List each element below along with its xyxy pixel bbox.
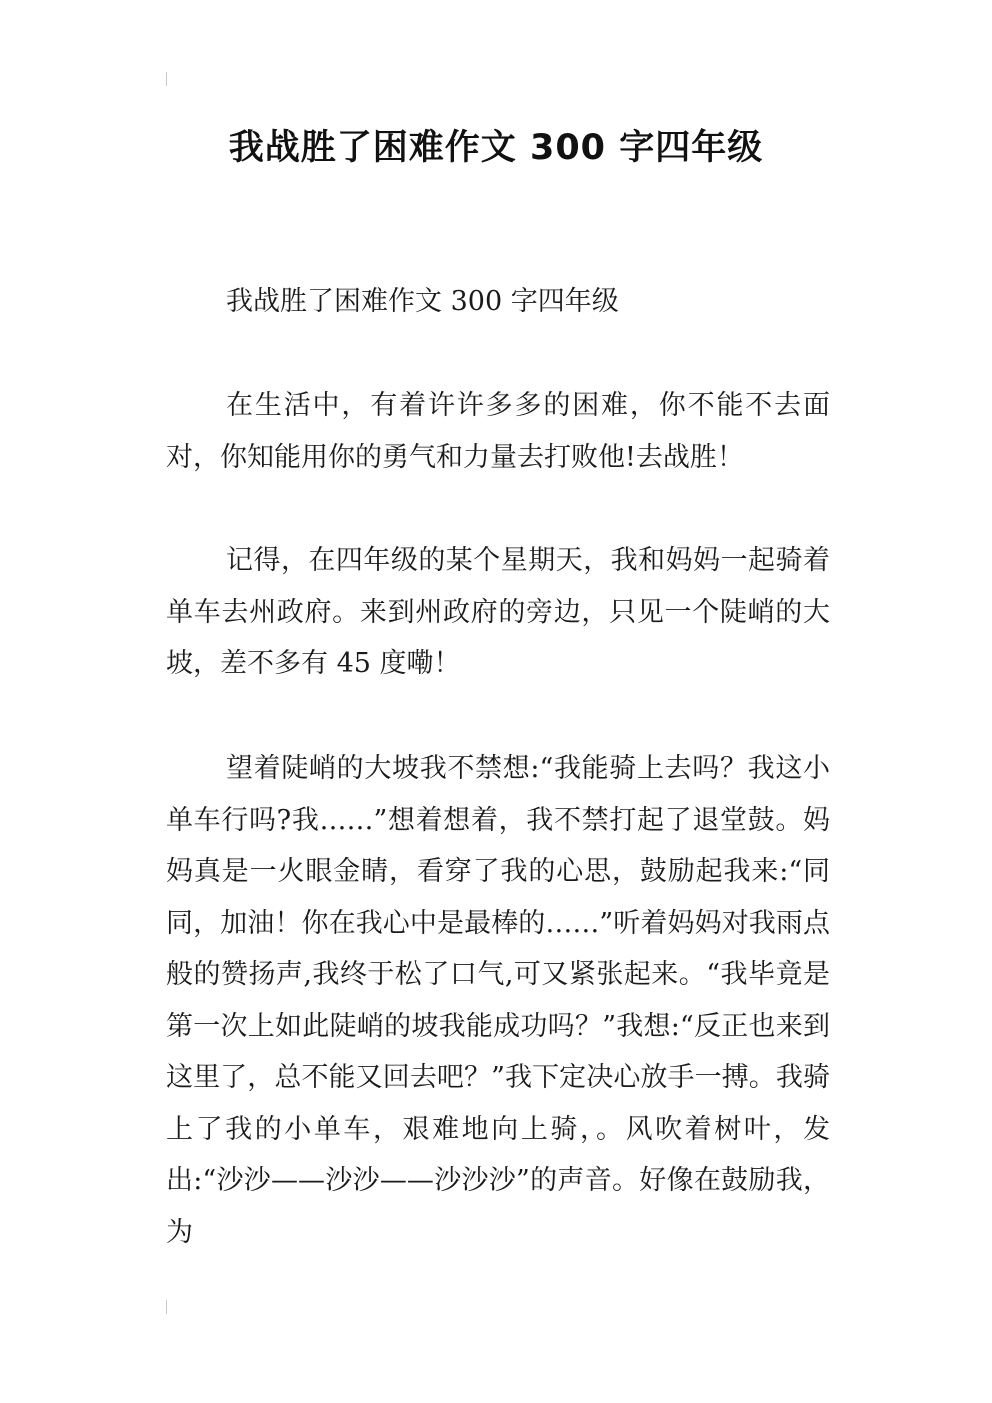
paragraph-3: 望着陡峭的大坡我不禁想:“我能骑上去吗？我这小单车行吗?我……”想着想着，我不禁打起了退堂鼓。妈妈真是一火眼金睛，看穿了我的心思，鼓励起我来:“同同，加油！你在我心中是最棒的……”听着妈妈对我雨点般的赞扬声,我终于松了口气,可又紧张起来。“我毕竟是第一次上如此陡峭的坡我能成功吗？”我想:“反正也来到这里了，总不能又回去吧？”我下定决心放手一搏。我骑上了我的小单车，艰难地向上骑，。风吹着树叶，发出:“沙沙——沙沙——沙沙沙”的声音。好像在鼓励我，为	[166, 753, 830, 1248]
page-corner-mark-bottom	[166, 1300, 167, 1314]
paragraph-2: 记得，在四年级的某个星期天，我和妈妈一起骑着单车去州政府。来到州政府的旁边，只见一个陡峭的大坡，差不多有 45 度嘞！	[166, 545, 830, 679]
page-corner-mark-top	[166, 72, 167, 86]
paragraph-1: 在生活中，有着许许多多的困难，你不能不去面对，你知能用你的勇气和力量去打败他!去战胜！	[166, 390, 830, 473]
document-subtitle: 我战胜了困难作文 300 字四年级	[226, 286, 619, 317]
document-title: 我战胜了困难作文 300 字四年级	[228, 128, 764, 168]
